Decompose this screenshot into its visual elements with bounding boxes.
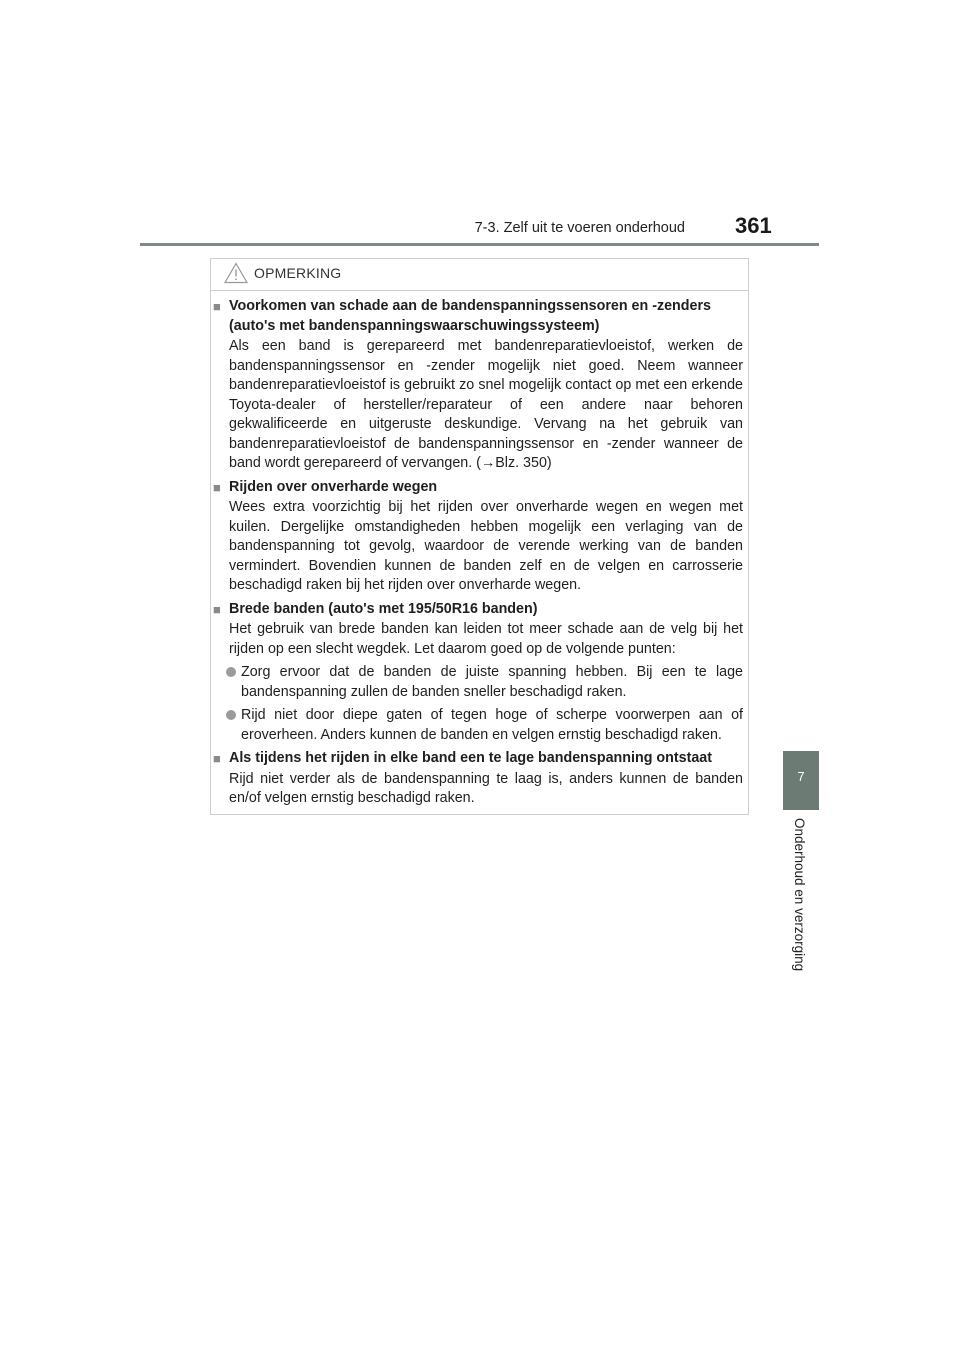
notice-label: OPMERKING xyxy=(254,265,342,281)
notice-section xyxy=(213,600,743,746)
section-paragraph: Het gebruik van brede banden kan leiden tot meer schade aan de velg bij het rijden op een slecht wegdek. Let daarom goed op de volgende punten: xyxy=(229,621,743,657)
list-item xyxy=(213,663,743,702)
notice-section xyxy=(213,478,743,596)
section-title: Als tijdens het rijden in elke band een te lage bandenspanning ontstaat xyxy=(229,750,713,766)
chapter-title: Onderhoud en verzorging xyxy=(792,818,807,972)
section-title: Brede banden (auto's met 195/50R16 banden) xyxy=(229,600,538,617)
header-rule xyxy=(140,243,819,246)
square-bullet-icon: ■ xyxy=(213,299,221,314)
notice-divider xyxy=(210,290,749,291)
list-item-text: Zorg ervoor dat de banden de juiste spanning hebben. Bij een te lage bandenspanning zullen de banden sneller beschadigd raken. xyxy=(241,664,743,700)
notice-section xyxy=(213,749,743,809)
notice-content xyxy=(213,297,743,813)
notice-header xyxy=(224,260,341,286)
list-item-text: Rijd niet door diepe gaten of tegen hoge of scherpe voorwerpen aan of eroverheen. Anders kunnen de banden en velgen ernstig beschadigd raken. xyxy=(241,707,743,743)
square-bullet-icon: ■ xyxy=(213,751,221,766)
chapter-number: 7 xyxy=(797,769,805,784)
warning-triangle-icon xyxy=(224,262,248,284)
section-paragraph: Rijd niet verder als de bandenspanning te laag is, anders kunnen de banden en/of velgen ernstig beschadigd raken. xyxy=(229,770,743,806)
section-title: Rijden over onverharde wegen xyxy=(229,478,438,495)
section-paragraph: Wees extra voorzichtig bij het rijden over onverharde wegen en wegen met kuilen. Dergelijke omstandigheden hebben mogelijk een verlaging van de bandenspanning tot gevolg, waardoor de verende werking van de banden vermindert. Bovendien kunnen de banden zelf en de velgen en carrosserie beschadigd raken bij het rijden over onverharde wegen. xyxy=(229,499,743,593)
chapter-tab xyxy=(783,751,819,810)
section-title: Voorkomen van schade aan de bandenspanningssensoren en -zenders (auto's met bandenspanningswaarschuwingssysteem) xyxy=(229,298,711,334)
square-bullet-icon: ■ xyxy=(213,479,221,495)
round-bullet-icon xyxy=(226,667,236,677)
notice-section xyxy=(213,297,743,474)
section-paragraph: Als een band is gerepareerd met bandenreparatievloeistof, werken de bandenspanningssensor en -zender mogelijk niet goed. Neem wanneer bandenreparatievloeistof is gebruikt zo snel mogelijk contact op met een erkende Toyota-dealer of hersteller/reparateur of een andere naar behoren gekwalificeerde en uitgeruste deskundige. Vervang na het gebruik van bandenreparatievloeistof de bandenspanningssensor en -zender wanneer de band wordt gerepareerd of vervangen. (→Blz. 350) xyxy=(229,338,743,471)
page-number: 361 xyxy=(735,213,772,238)
round-bullet-icon xyxy=(226,710,236,720)
section-heading: 7-3. Zelf uit te voeren onderhoud xyxy=(474,220,685,236)
list-item xyxy=(213,706,743,745)
square-bullet-icon: ■ xyxy=(213,601,221,617)
